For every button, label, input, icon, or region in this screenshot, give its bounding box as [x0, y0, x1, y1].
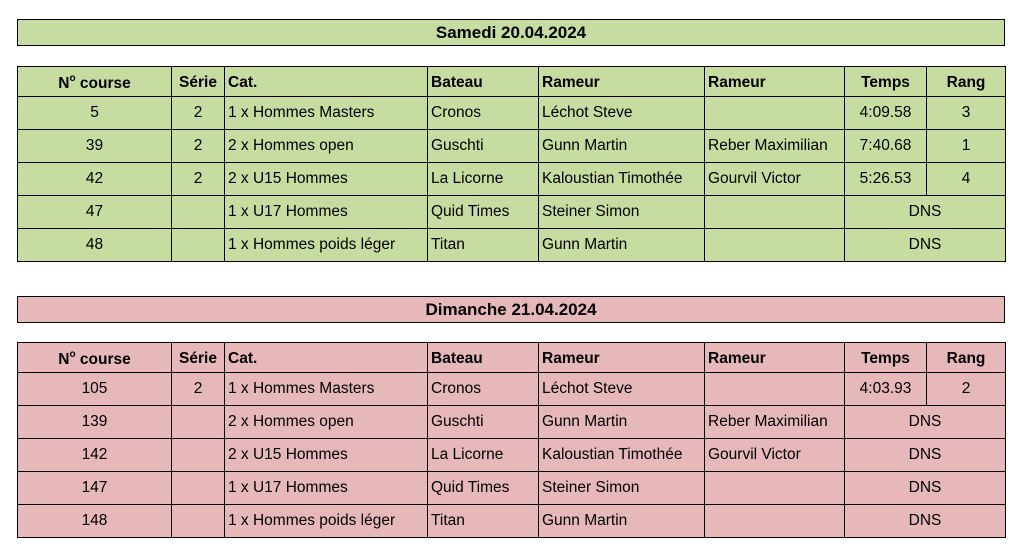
header-course: $N^o$ course: [18, 67, 172, 97]
bateau-cell: La Licorne: [428, 163, 539, 196]
header-rang: Rang: [927, 67, 1006, 97]
cat-cell: 1 x U17 Hommes: [225, 472, 428, 505]
header-cat: Cat.: [225, 343, 428, 373]
cat-cell: 1 x Hommes Masters: [225, 97, 428, 130]
header-serie: Série: [172, 343, 225, 373]
result-cell: DNS: [845, 406, 1006, 439]
temps-cell: 4:09.58: [845, 97, 927, 130]
header-bateau: Bateau: [428, 343, 539, 373]
saturday-title: Samedi 20.04.2024: [17, 19, 1005, 46]
cat-cell: 1 x Hommes Masters: [225, 373, 428, 406]
course-cell: 42: [18, 163, 172, 196]
result-cell: DNS: [845, 472, 1006, 505]
course-cell: 39: [18, 130, 172, 163]
rameur-1-cell: Kaloustian Timothée: [539, 163, 705, 196]
rameur-2-cell: [705, 196, 845, 229]
bateau-cell: Quid Times: [428, 472, 539, 505]
rang-cell: 3: [927, 97, 1006, 130]
header-rameur-1: Rameur: [539, 67, 705, 97]
header-temps: Temps: [845, 67, 927, 97]
rameur-2-cell: [705, 472, 845, 505]
header-rameur-2: Rameur: [705, 343, 845, 373]
cat-cell: 1 x Hommes poids léger: [225, 505, 428, 538]
rameur-1-cell: Gunn Martin: [539, 229, 705, 262]
rang-cell: 4: [927, 163, 1006, 196]
header-course: $N^o$ course: [18, 343, 172, 373]
rameur-1-cell: Steiner Simon: [539, 472, 705, 505]
bateau-cell: Guschti: [428, 406, 539, 439]
header-rameur-1: Rameur: [539, 343, 705, 373]
cat-cell: 2 x U15 Hommes: [225, 163, 428, 196]
table-row: [18, 130, 1006, 163]
course-cell: 48: [18, 229, 172, 262]
bateau-cell: Quid Times: [428, 196, 539, 229]
rameur-1-cell: Steiner Simon: [539, 196, 705, 229]
table-row: [18, 373, 1006, 406]
course-cell: 148: [18, 505, 172, 538]
bateau-cell: Titan: [428, 229, 539, 262]
serie-cell: [172, 472, 225, 505]
table-row: [18, 229, 1006, 262]
course-cell: 105: [18, 373, 172, 406]
header-rang: Rang: [927, 343, 1006, 373]
temps-cell: 4:03.93: [845, 373, 927, 406]
serie-cell: [172, 505, 225, 538]
table-row: [18, 163, 1006, 196]
course-cell: 147: [18, 472, 172, 505]
course-cell: 47: [18, 196, 172, 229]
serie-cell: [172, 196, 225, 229]
serie-cell: 2: [172, 97, 225, 130]
table-row: [18, 505, 1006, 538]
rameur-2-cell: Reber Maximilian: [705, 406, 845, 439]
serie-cell: [172, 406, 225, 439]
table-row: [18, 196, 1006, 229]
serie-cell: 2: [172, 373, 225, 406]
cat-cell: 2 x Hommes open: [225, 406, 428, 439]
serie-cell: [172, 439, 225, 472]
rang-cell: 1: [927, 130, 1006, 163]
bateau-cell: Cronos: [428, 97, 539, 130]
serie-cell: 2: [172, 130, 225, 163]
temps-cell: 5:26.53: [845, 163, 927, 196]
rameur-2-cell: Reber Maximilian: [705, 130, 845, 163]
header-bateau: Bateau: [428, 67, 539, 97]
cat-cell: 2 x Hommes open: [225, 130, 428, 163]
course-cell: 5: [18, 97, 172, 130]
header-temps: Temps: [845, 343, 927, 373]
table-row: [18, 439, 1006, 472]
rameur-1-cell: Gunn Martin: [539, 505, 705, 538]
sunday-title: Dimanche 21.04.2024: [17, 296, 1005, 323]
header-cat: Cat.: [225, 67, 428, 97]
rameur-1-cell: Gunn Martin: [539, 406, 705, 439]
header-rameur-2: Rameur: [705, 67, 845, 97]
cat-cell: 2 x U15 Hommes: [225, 439, 428, 472]
rang-cell: 2: [927, 373, 1006, 406]
rameur-1-cell: Gunn Martin: [539, 130, 705, 163]
table-row: [18, 97, 1006, 130]
rameur-1-cell: Léchot Steve: [539, 373, 705, 406]
rameur-1-cell: Kaloustian Timothée: [539, 439, 705, 472]
rameur-2-cell: Gourvil Victor: [705, 163, 845, 196]
course-cell: 142: [18, 439, 172, 472]
rameur-2-cell: Gourvil Victor: [705, 439, 845, 472]
bateau-cell: Guschti: [428, 130, 539, 163]
rameur-2-cell: [705, 97, 845, 130]
temps-cell: 7:40.68: [845, 130, 927, 163]
cat-cell: 1 x U17 Hommes: [225, 196, 428, 229]
bateau-cell: Titan: [428, 505, 539, 538]
cat-cell: 1 x Hommes poids léger: [225, 229, 428, 262]
table-header-row: [18, 67, 1006, 97]
result-cell: DNS: [845, 196, 1006, 229]
bateau-cell: La Licorne: [428, 439, 539, 472]
serie-cell: [172, 229, 225, 262]
serie-cell: 2: [172, 163, 225, 196]
table-row: [18, 406, 1006, 439]
rameur-2-cell: [705, 229, 845, 262]
header-serie: Série: [172, 67, 225, 97]
sunday-results-table: [17, 342, 1006, 538]
rameur-1-cell: Léchot Steve: [539, 97, 705, 130]
rameur-2-cell: [705, 505, 845, 538]
result-cell: DNS: [845, 439, 1006, 472]
rameur-2-cell: [705, 373, 845, 406]
result-cell: DNS: [845, 505, 1006, 538]
saturday-results-table: [17, 66, 1006, 262]
table-row: [18, 472, 1006, 505]
course-cell: 139: [18, 406, 172, 439]
table-header-row: [18, 343, 1006, 373]
result-cell: DNS: [845, 229, 1006, 262]
bateau-cell: Cronos: [428, 373, 539, 406]
